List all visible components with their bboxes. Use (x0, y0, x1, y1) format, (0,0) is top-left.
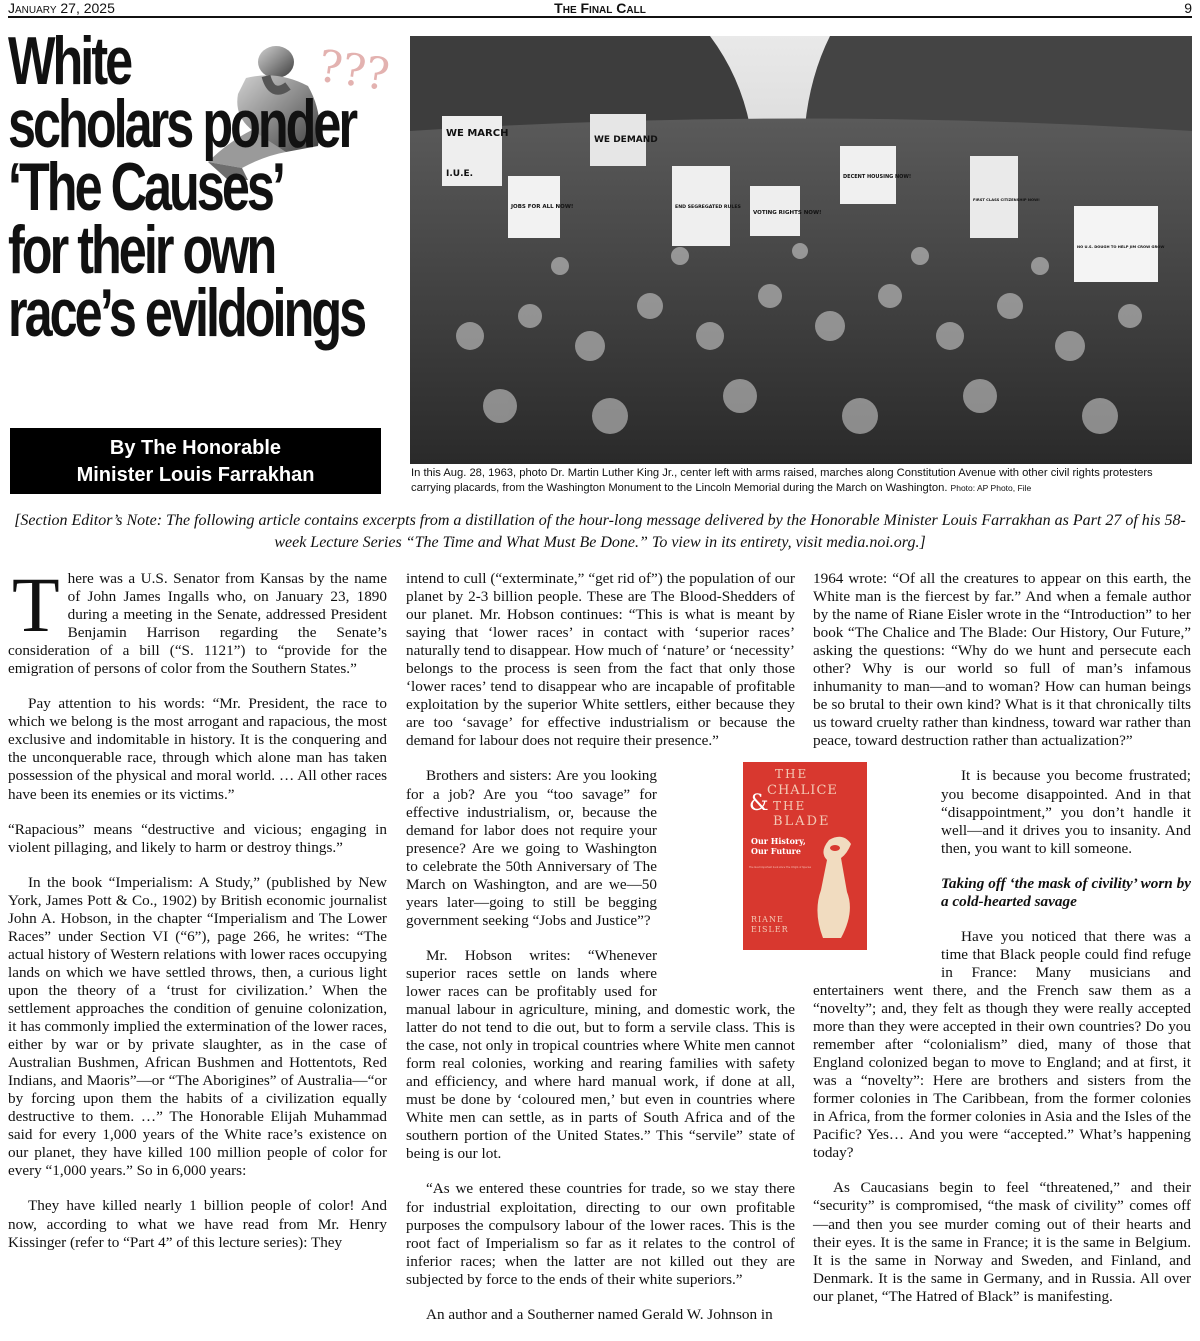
drop-cap: T (12, 561, 60, 648)
article-paragraph: 1964 wrote: “Of all the creatures to appear on this earth, the White man is the fiercest by far.” And when a female author by the name of Riane Eisler wrote in the “Introduction” to her book “The Chalice and The Blade: Our History, Our Future,” asking the questions: “Why do we hunt and persecute each other? Why is our world so full of man’s infamous inhumanity to man—and to woman? How can human beings be so brutal to their own kind? What is it that chronically tilts us toward cruelty rather than kindness, toward war rather than peace, toward destruction rather than actualization?” (813, 570, 1191, 750)
article-paragraph: It is because you become frustrated; you become disappointed. And in that “disappointment,” you don’t handle it well—and it drives you to insanity. And then, you want to kill someone. (941, 767, 1191, 857)
book-title-3: THE (773, 799, 807, 813)
question-marks: ??? (315, 40, 393, 102)
article-column-3 (813, 570, 1191, 1323)
publication-name: The Final Call (554, 0, 646, 16)
byline-box (10, 428, 381, 494)
svg-text:NO U.S. DOUGH TO HELP JIM CROW: NO U.S. DOUGH TO HELP JIM CROW GROW (1077, 245, 1165, 249)
book-subtitle-2: Our Future (751, 846, 801, 856)
march-photo-graphic (410, 36, 1192, 464)
svg-text:VOTING RIGHTS NOW!: VOTING RIGHTS NOW! (753, 210, 822, 216)
page-number: 9 (1184, 0, 1192, 16)
article-paragraph: “Rapacious” means “destructive and vicious; engaging in violent pillaging, and likely to harm or destroy things.” (8, 820, 387, 856)
book-cover-chalice-and-blade (743, 762, 867, 950)
article-column-2 (406, 570, 795, 1341)
book-subtitle-1: Our History, (751, 836, 806, 846)
article-paragraph: Pay attention to his words: “Mr. President, the race to which we belong is the most arrogant and rapacious, the most exclusive and indomitable in history. It is the conquering and the unconquerable race, through which alone man has taken possession of the physical and moral world. … All other races have been its enemies or its victims.” (8, 695, 387, 803)
svg-text:DECENT HOUSING NOW!: DECENT HOUSING NOW! (843, 174, 912, 180)
byline-line-1: By The Honorable (109, 437, 282, 459)
svg-text:WE MARCH: WE MARCH (446, 128, 509, 139)
page-header (8, 0, 1192, 18)
svg-text:FIRST CLASS CITIZENSHIP NOW!: FIRST CLASS CITIZENSHIP NOW! (973, 198, 1040, 202)
headline-block (8, 23, 400, 420)
article-paragraph: An author and a Southerner named Gerald W. Johnson in (426, 1305, 773, 1323)
section-subhead: Taking off ‘the mask of civility’ worn by a cold-hearted savage (941, 874, 1191, 910)
book-title-4: BLADE (773, 814, 831, 829)
article-paragraph: They have killed nearly 1 billion people of color! And now, according to what we have read from Mr. Henry Kissinger (refer to “Part 4” of this lecture series): They (8, 1197, 387, 1251)
headline-line-5: race’s evildoings (8, 275, 365, 351)
article-paragraph: intend to cull (“exterminate,” “get rid of”) the population of our planet by 2-3 billion people. These are The Blood-Shedders of our planet. Mr. Hobson continues: “This is what is meant by saying that ‘lower races’ in contact with ‘superior races’ naturally tend to disappear. How much of ‘nature’ or ‘necessity’ belongs to the process is seen from the fact that only those ‘lower races’ tend to disappear who are incapable of profitable exploitation by the superior White settlers, either because they are too ‘savage’ for effective industrialism or because the demand for labour does not require their presence.” (406, 570, 795, 750)
issue-date: January 27, 2025 (8, 0, 115, 16)
book-cover-graphic (743, 762, 867, 950)
headline-line-1: White (8, 23, 131, 99)
book-blurb: The most important book since The Origin of Species (749, 866, 812, 869)
editor-note: [Section Editor’s Note: The following article contains excerpts from a distillation of the hour-long message delivered by the Honorable Minister Louis Farrakhan as Part 27 of his 58-week Lecture Series “The Time and What Must Be Done.” To view in its entirety, visit media.noi.org.] (14, 512, 1186, 551)
book-ampersand: & (749, 791, 769, 816)
svg-text:I.U.E.: I.U.E. (446, 169, 474, 179)
book-title-1: THE (775, 767, 809, 781)
article-paragraph: As Caucasians begin to feel “threatened,” and their “security” is compromised, “the mask of civility” comes off—and then you see murder coming out of their hearts and their eyes. It is the same in France; it is the same in Belgium. It is the same in Norway and Sweden, and Finland, and Denmark. It is the same in Germany, and in Russia. All over our planet, “The Hatred of Black” is manifesting. (813, 1179, 1191, 1305)
placard (442, 116, 508, 186)
article-paragraph: In the book “Imperialism: A Study,” (published by New York, James Pott & Co., 1902) by British economic journalist John A. Hobson, in the chapter “Imperialism and The Lower Races” under Section VI (“6”), page 266, he writes: “The actual history of Western relations with lower races occupying lands on which we have settled throws, then, a curious light upon the theory of a ‘trust for civilization.’ When the settlement approaches the condition of genuine colonization, it has commonly implied the extermination of the lower races, either by war or by private slaughter, as in the case of Australian Bushmen, African Bushmen and Hottentots, Red Indians, and Maoris”—or “The Aborigines” of Australia—“or by forcing upon them the habits of a civilization equally destructive to them. …” The Honorable Elijah Muhammad said for every 1,000 years of the White race’s existence on our planet, they have killed 100 million people of color for every “1,000 years.” So in 6,000 years: (8, 873, 387, 1180)
headline-line-4: for their own (8, 212, 275, 288)
article-paragraph: “As we entered these countries for trade, so we stay there for industrial exploitation, directing to our own profitable purposes the compulsory labour of the lower races. This is the root fact of Imperialism so far as it relates to the control of inferior races; when the latter are not killed out they are subjected by force to the ends of their white superiors.” (406, 1180, 795, 1288)
article-paragraph: There was a U.S. Senator from Kansas by the name of John James Ingalls who, on January 23, 1890 during a meeting in the Senate, addressed President Benjamin Harrison regarding the Senate’s consideration of a bill (“S. 1121”) to “provide for the emigration of persons of color from the Southern States.” (8, 561, 387, 678)
book-author-2: EISLER (751, 925, 789, 934)
page-title (8, 23, 400, 351)
book-author-1: RIANE (751, 915, 784, 924)
book-title-2: CHALICE (767, 783, 838, 798)
headline-line-2: scholars ponder (8, 86, 356, 162)
svg-text:END SEGREGATED RULES: END SEGREGATED RULES (675, 205, 741, 210)
article-paragraph: Mr. Hobson writes: “Whenever superior races settle on lands where lower races can be profitably used for manual labour in agriculture, mining, and domestic work, the latter do not tend to die out, but to form a servile class. This is the case, not only in tropical countries where White men cannot form real colonies, working and rearing families with safety and efficiency, and where hard manual work, if done at all, must be done by ‘coloured men,’ but even in countries where White men can settle, as in parts of South Africa and of the southern portion of the United States.” This “servile” state of being is our lot. (406, 946, 795, 1163)
svg-text:WE DEMAND: WE DEMAND (594, 135, 658, 145)
byline-line-2: Minister Louis Farrakhan (76, 464, 315, 486)
article-column-1 (8, 561, 387, 1269)
photo-caption-text: In this Aug. 28, 1963, photo Dr. Martin Luther King Jr., center left with arms raised, marches along Constitution Avenue with other civil rights protesters carrying placards, from the Washington Monument to the Lincoln Memorial during the March on Washington. (411, 467, 1153, 494)
headline-line-3: ‘The Causes’ (8, 149, 283, 225)
article-paragraph: Brothers and sisters: Are you looking for a job? Are you “too savage” for effective industrialism, or, because the demand for labor does not require your presence? Are we going to Washington to celebrate the 50th Anniversary of The March on Washington, and are we—50 years later—going to still be begging government seeking “Jobs and Justice”? (406, 767, 657, 929)
photo-caption (411, 466, 1192, 496)
placard (1074, 206, 1165, 282)
svg-text:JOBS FOR ALL NOW!: JOBS FOR ALL NOW! (511, 204, 574, 210)
march-photo (410, 36, 1192, 464)
photo-credit: Photo: AP Photo, File (950, 483, 1032, 493)
article-paragraph: Have you noticed that there was a time that Black people could find refuge in France: Many musicians and entertainers went there, and the French saw them as a “novelty”; and, they felt as though they were really accepted more than they were accepted in their own countries? Do you remember after “colonialism” died, many of those that England colonized began to move to England; and at first, it was a “novelty”: Here are brothers and sisters from the former colonies in The Caribbean, from the former colonies in Africa, from the former colonies in Asia and the Isles of the Pacific? Yes… And you were “accepted.” What’s happening today? (813, 927, 1191, 1162)
